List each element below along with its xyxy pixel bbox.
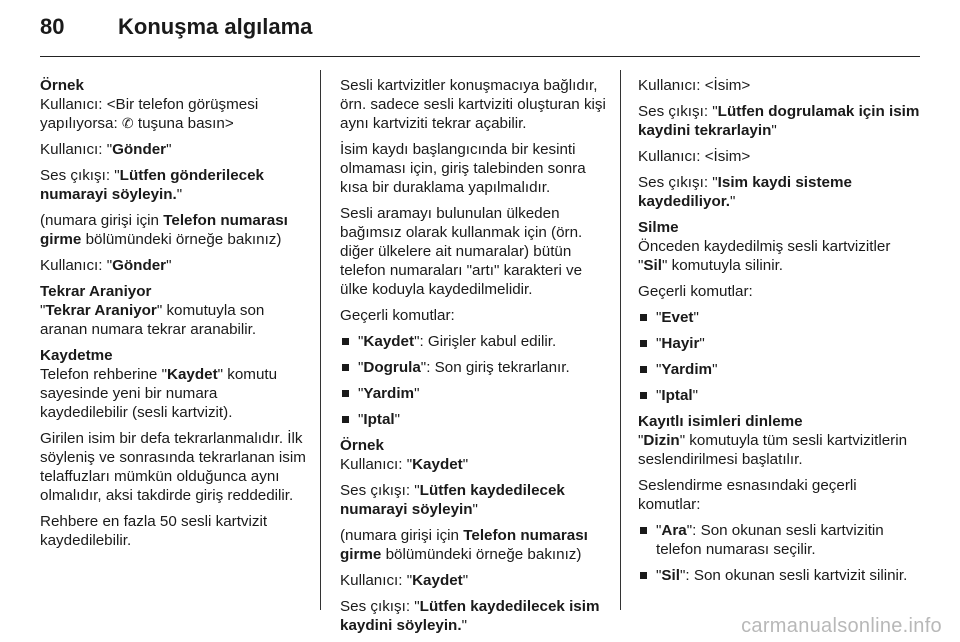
- user-line: Kullanıcı: <İsim>: [638, 77, 751, 94]
- list-item: "Iptal": [340, 410, 610, 429]
- bullet-square-icon: [640, 392, 647, 399]
- paragraph: Telefon rehberine "Kaydet" komutu sayesinde yeni bir numara kaydedilebilir (sesli kartvizit).: [40, 366, 278, 421]
- bullet-square-icon: [342, 364, 349, 371]
- section-heading-ornek: Örnek: [340, 437, 384, 454]
- column-2: [340, 76, 610, 642]
- header-rule: [40, 56, 920, 57]
- user-line: Kullanıcı: "Kaydet": [340, 456, 469, 473]
- command-list: [638, 521, 920, 585]
- column-3: [638, 76, 920, 592]
- user-line: Kullanıcı: <İsim>: [638, 148, 751, 165]
- commands-label: Geçerli komutlar:: [638, 283, 753, 300]
- list-item: "Kaydet": Girişler kabul edilir.: [340, 332, 610, 351]
- watermark: carmanualsonline.info: [741, 615, 942, 637]
- list-item: "Evet": [638, 308, 920, 327]
- user-line: Kullanıcı: "Gönder": [40, 141, 172, 158]
- bullet-square-icon: [640, 314, 647, 321]
- section-heading-kaydetme: Kaydetme: [40, 347, 113, 364]
- command-list: [340, 332, 610, 429]
- page-title: Konuşma algılama: [118, 14, 313, 39]
- paragraph: "Tekrar Araniyor" komutuyla son aranan numara tekrar aranabilir.: [40, 302, 265, 338]
- section-heading-silme: Silme: [638, 219, 679, 236]
- voice-output-line: Ses çıkışı: "Isim kaydi sisteme kaydediliyor.": [638, 174, 852, 210]
- paragraph: Seslendirme esnasındaki geçerli komutlar:: [638, 477, 857, 513]
- command-list: [638, 308, 920, 405]
- bullet-square-icon: [640, 340, 647, 347]
- section-heading-kayitli: Kayıtlı isimleri dinleme: [638, 413, 803, 430]
- bullet-square-icon: [640, 527, 647, 534]
- voice-output-line: Ses çıkışı: "Lütfen dogrulamak için isim kaydini tekrarlayin": [638, 103, 920, 139]
- bullet-square-icon: [640, 572, 647, 579]
- page-header: [40, 14, 920, 44]
- column-divider-2: [620, 70, 621, 610]
- note-line: (numara girişi için Telefon numarası girme bölümündeki örneğe bakınız): [340, 527, 588, 563]
- bullet-square-icon: [640, 366, 647, 373]
- user-line: Kullanıcı: "Gönder": [40, 257, 172, 274]
- list-item: "Yardim": [340, 384, 610, 403]
- list-item: "Sil": Son okunan sesli kartvizit silinir.: [638, 566, 920, 585]
- list-item: "Dogrula": Son giriş tekrarlanır.: [340, 358, 610, 377]
- list-item: "Yardim": [638, 360, 920, 379]
- paragraph: Rehbere en fazla 50 sesli kartvizit kaydedilebilir.: [40, 513, 268, 549]
- page-number: 80: [40, 14, 65, 39]
- user-line: Kullanıcı: <Bir telefon görüşmesi yapılıyorsa: ✆ tuşuna basın>: [40, 96, 259, 132]
- bullet-square-icon: [342, 338, 349, 345]
- section-heading-ornek: Örnek: [40, 77, 84, 94]
- phone-hook-icon: ✆: [121, 115, 134, 131]
- paragraph: Sesli aramayı bulunulan ülkeden bağımsız olarak kullanmak için (örn. diğer ülkelere ait numaralar) bütün telefon numaraları "artı" karakteri ve ülke koduyla kaydedilmelidir.: [340, 205, 583, 298]
- bullet-square-icon: [342, 416, 349, 423]
- list-item: "Hayir": [638, 334, 920, 353]
- column-1: [40, 76, 308, 557]
- paragraph: Girilen isim bir defa tekrarlanmalıdır. İlk söyleniş ve sonrasında tekrarlanan isim telaffuzları mümkün olduğunca aynı olmalıdır, aksi takdirde giriş reddedilir.: [40, 430, 306, 504]
- voice-output-line: Ses çıkışı: "Lütfen kaydedilecek isim kaydini söyleyin.": [340, 598, 600, 634]
- paragraph: "Dizin" komutuyla tüm sesli kartvizitlerin seslendirilmesi başlatılır.: [638, 432, 908, 468]
- paragraph: Sesli kartvizitler konuşmacıya bağlıdır, örn. sadece sesli kartviziti oluşturan kişi aynı kartviziti tekrar açabilir.: [340, 77, 606, 132]
- commands-label: Geçerli komutlar:: [340, 307, 455, 324]
- note-line: (numara girişi için Telefon numarası girme bölümündeki örneğe bakınız): [40, 212, 288, 248]
- voice-output-line: Ses çıkışı: "Lütfen gönderilecek numarayi söyleyin.": [40, 167, 264, 203]
- paragraph: İsim kaydı başlangıcında bir kesinti olmaması için, giriş talebinden sonra kısa bir duraklama yapılmalıdır.: [340, 141, 586, 196]
- user-line: Kullanıcı: "Kaydet": [340, 572, 469, 589]
- section-heading-tekrar: Tekrar Araniyor: [40, 283, 152, 300]
- voice-output-line: Ses çıkışı: "Lütfen kaydedilecek numarayi söyleyin": [340, 482, 565, 518]
- list-item: "Ara": Son okunan sesli kartvizitin telefon numarası seçilir.: [638, 521, 920, 559]
- paragraph: Önceden kaydedilmiş sesli kartvizitler "Sil" komutuyla silinir.: [638, 238, 891, 274]
- column-divider-1: [320, 70, 321, 610]
- list-item: "Iptal": [638, 386, 920, 405]
- bullet-square-icon: [342, 390, 349, 397]
